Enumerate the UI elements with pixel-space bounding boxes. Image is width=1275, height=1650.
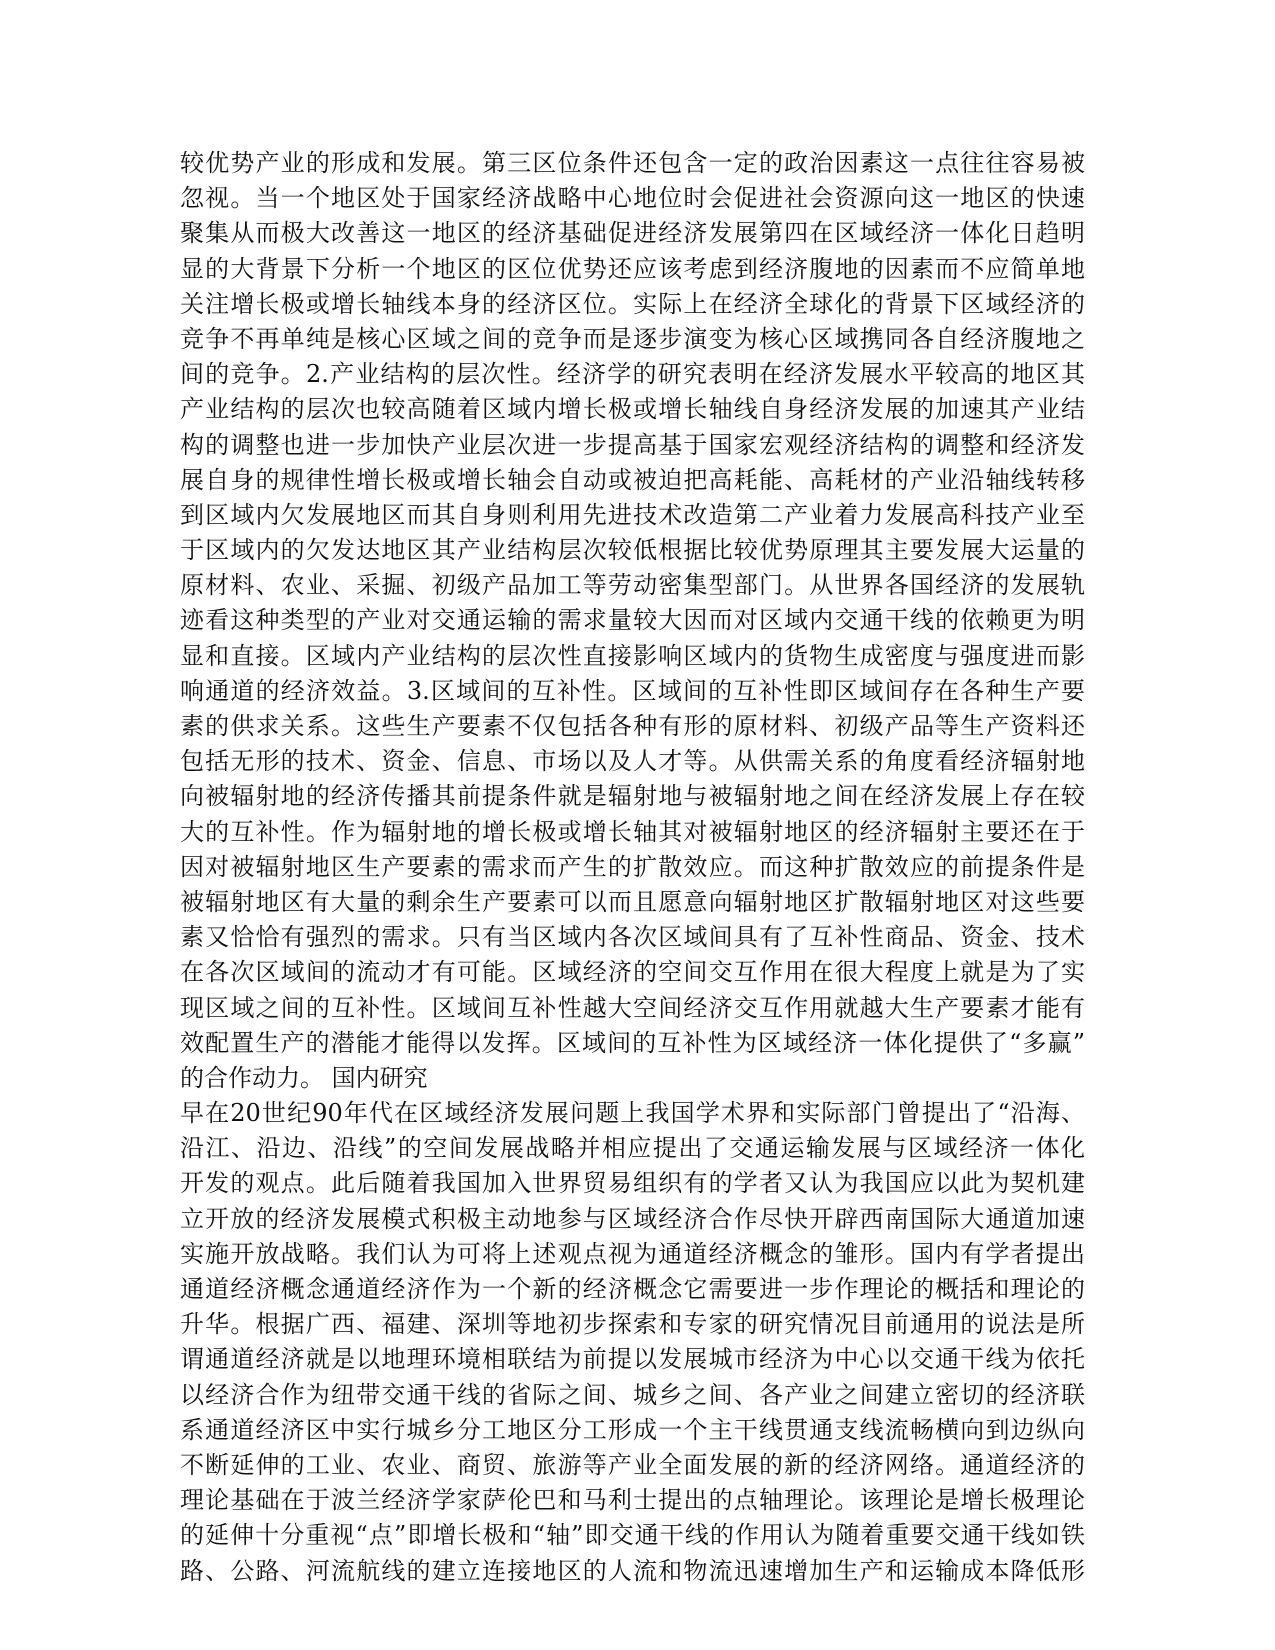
- text-line: 实施开放战略。我们认为可将上述观点视为通道经济概念的雏形。国内有学者提出: [180, 1239, 1085, 1268]
- text-line: 不断延伸的工业、农业、商贸、旅游等产业全面发展的新的经济网络。通道经济的: [180, 1450, 1085, 1479]
- text-line: 立开放的经济发展模式积极主动地参与区域经济合作尽快开辟西南国际大通道加速: [180, 1204, 1085, 1233]
- text-line: 关注增长极或增长轴线本身的经济区位。实际上在经济全球化的背景下区域经济的: [180, 289, 1085, 318]
- text-line: 原材料、农业、采掘、初级产品加工等劳动密集型部门。从世界各国经济的发展轨: [180, 571, 1085, 600]
- text-line: 向被辐射地的经济传播其前提条件就是辐射地与被辐射地之间在经济发展上存在较: [180, 782, 1085, 811]
- text-line: 构的调整也进一步加快产业层次进一步提高基于国家宏观经济结构的调整和经济发: [180, 430, 1085, 459]
- text-line: 竞争不再单纯是核心区域之间的竞争而是逐步演变为核心区域携同各自经济腹地之: [180, 324, 1085, 353]
- text-line: 早在20世纪90年代在区域经济发展问题上我国学术界和实际部门曾提出了“沿海、: [180, 1099, 1085, 1128]
- text-line: 迹看这种类型的产业对交通运输的需求量较大因而对区域内交通干线的依赖更为明: [180, 606, 1085, 635]
- text-line: 展自身的规律性增长极或增长轴会自动或被迫把高耗能、高耗材的产业沿轴线转移: [180, 465, 1085, 494]
- text-line: 聚集从而极大改善这一地区的经济基础促进经济发展第四在区域经济一体化日趋明: [180, 219, 1085, 248]
- text-line: 的延伸十分重视“点”即增长极和“轴”即交通干线的作用认为随着重要交通干线如铁: [180, 1521, 1085, 1550]
- text-line: 路、公路、河流航线的建立连接地区的人流和物流迅速增加生产和运输成本降低形: [180, 1556, 1085, 1585]
- text-line: 在各次区域间的流动才有可能。区域经济的空间交互作用在很大程度上就是为了实: [180, 958, 1085, 987]
- text-line: 以经济合作为纽带交通干线的省际之间、城乡之间、各产业之间建立密切的经济联: [180, 1380, 1085, 1409]
- text-line: 的合作动力。 国内研究: [180, 1063, 428, 1092]
- text-line: 开发的观点。此后随着我国加入世界贸易组织有的学者又认为我国应以此为契机建: [180, 1169, 1085, 1198]
- text-line: 大的互补性。作为辐射地的增长极或增长轴其对被辐射地区的经济辐射主要还在于: [180, 817, 1085, 846]
- document-body: [180, 146, 1085, 1589]
- text-line: 谓通道经济就是以地理环境相联结为前提以发展城市经济为中心以交通干线为依托: [180, 1345, 1085, 1374]
- text-line: 较优势产业的形成和发展。第三区位条件还包含一定的政治因素这一点往往容易被: [180, 149, 1085, 177]
- text-line: 通道经济概念通道经济作为一个新的经济概念它需要进一步作理论的概括和理论的: [180, 1275, 1085, 1303]
- text-line: 响通道的经济效益。3.区域间的互补性。区域间的互补性即区域间存在各种生产要: [180, 676, 1085, 705]
- text-line: 忽视。当一个地区处于国家经济战略中心地位时会促进社会资源向这一地区的快速: [180, 184, 1085, 213]
- text-line: 素又恰恰有强烈的需求。只有当区域内各次区域间具有了互补性商品、资金、技术: [180, 923, 1085, 952]
- text-line: 现区域之间的互补性。区域间互补性越大空间经济交互作用就越大生产要素才能有: [180, 993, 1085, 1022]
- text-line: 显和直接。区域内产业结构的层次性直接影响区域内的货物生成密度与强度进而影: [180, 641, 1085, 670]
- text-line: 于区域内的欠发达地区其产业结构层次较低根据比较优势原理其主要发展大运量的: [180, 536, 1085, 565]
- text-line: 到区域内欠发展地区而其自身则利用先进技术改造第二产业着力发展高科技产业至: [180, 500, 1085, 529]
- text-line: 素的供求关系。这些生产要素不仅包括各种有形的原材料、初级产品等生产资料还: [180, 712, 1085, 740]
- text-line: 产业结构的层次也较高随着区域内增长极或增长轴线自身经济发展的加速其产业结: [180, 395, 1085, 424]
- text-line: 因对被辐射地区生产要素的需求而产生的扩散效应。而这种扩散效应的前提条件是: [180, 852, 1085, 881]
- text-line: 被辐射地区有大量的剩余生产要素可以而且愿意向辐射地区扩散辐射地区对这些要: [180, 887, 1085, 916]
- text-line: 效配置生产的潜能才能得以发挥。区域间的互补性为区域经济一体化提供了“多赢”: [180, 1028, 1085, 1057]
- text-line: 理论基础在于波兰经济学家萨伦巴和马利士提出的点轴理论。该理论是增长极理论: [180, 1486, 1085, 1515]
- text-line: 包括无形的技术、资金、信息、市场以及人才等。从供需关系的角度看经济辐射地: [180, 747, 1085, 776]
- text-line: 显的大背景下分析一个地区的区位优势还应该考虑到经济腹地的因素而不应简单地: [180, 254, 1085, 283]
- text-line: 沿江、沿边、沿线”的空间发展战略并相应提出了交通运输发展与区域经济一体化: [180, 1134, 1085, 1163]
- text-line: 系通道经济区中实行城乡分工地区分工形成一个主干线贯通支线流畅横向到边纵向: [180, 1415, 1085, 1444]
- text-line: 升华。根据广西、福建、深圳等地初步探索和专家的研究情况目前通用的说法是所: [180, 1310, 1085, 1339]
- text-line: 间的竞争。2.产业结构的层次性。经济学的研究表明在经济发展水平较高的地区其: [180, 360, 1085, 389]
